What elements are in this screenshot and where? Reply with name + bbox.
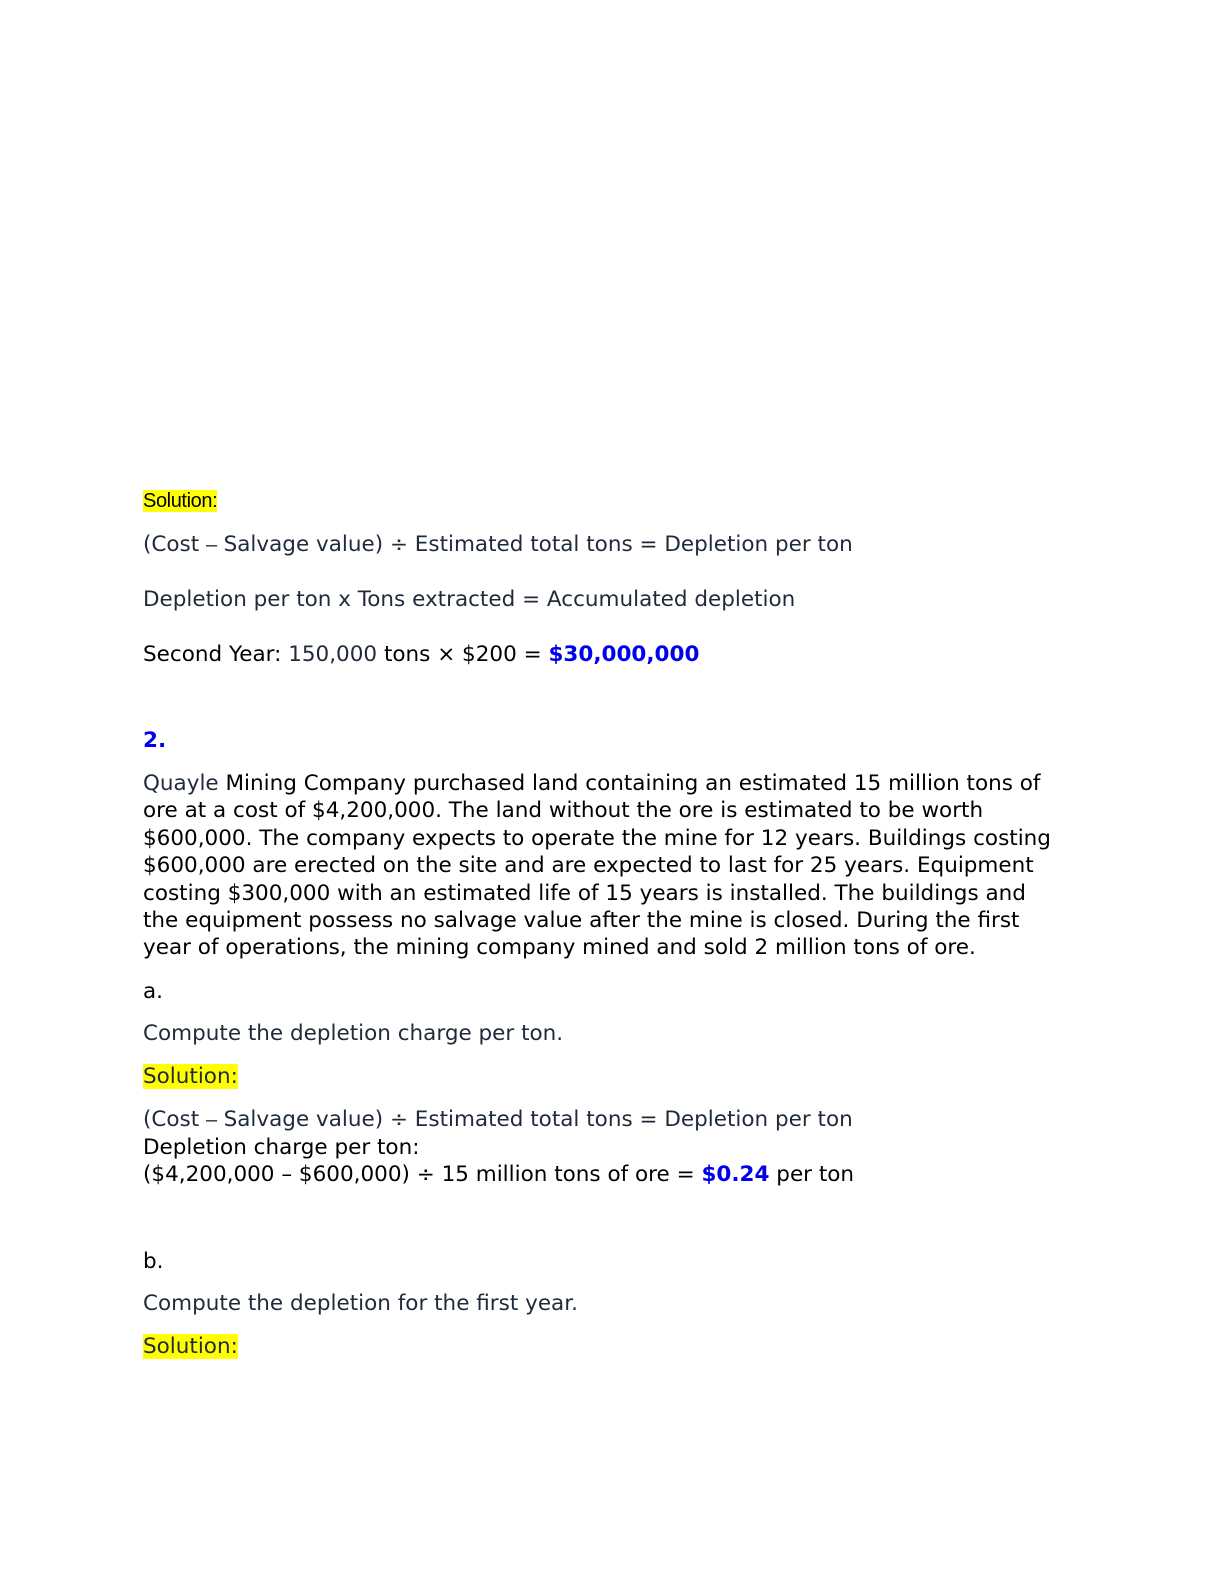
second-year-calculation: Second Year: 150,000 tons × $200 = $30,000,000: [143, 642, 700, 667]
accumulated-depletion-formula: Depletion per ton x Tons extracted = Accumulated depletion: [143, 587, 796, 612]
solution-label-1: Solution:: [143, 490, 218, 512]
problem-number: 2.: [143, 728, 167, 753]
depletion-formula-2: (Cost – Salvage value) ÷ Estimated total tons = Depletion per ton: [143, 1107, 853, 1132]
solution-label-2: Solution:: [143, 1064, 238, 1089]
part-b-question: Compute the depletion for the first year.: [143, 1291, 578, 1316]
depletion-charge-calculation: ($4,200,000 – $600,000) ÷ 15 million tons of ore = $0.24 per ton: [143, 1162, 855, 1187]
paragraph-line: the equipment possess no salvage value after the mine is closed. During the first: [143, 908, 1020, 934]
paragraph-line: ore at a cost of $4,200,000. The land without the ore is estimated to be worth: [143, 798, 984, 824]
part-a-question: Compute the depletion charge per ton.: [143, 1021, 564, 1046]
depletion-charge-label: Depletion charge per ton:: [143, 1135, 420, 1160]
paragraph-line: $600,000 are erected on the site and are expected to last for 25 years. Equipment: [143, 853, 1034, 879]
paragraph-line: costing $300,000 with an estimated life of 15 years is installed. The buildings and: [143, 880, 1026, 906]
paragraph-line: Quayle Mining Company purchased land containing an estimated 15 million tons of: [143, 771, 1041, 796]
problem-paragraph: [143, 770, 1083, 962]
paragraph-line: $600,000. The company expects to operate the mine for 12 years. Buildings costing: [143, 825, 1051, 851]
part-a-label: a.: [143, 979, 164, 1004]
part-b-label: b.: [143, 1249, 164, 1274]
solution-label-3: Solution:: [143, 1334, 238, 1359]
paragraph-line: year of operations, the mining company mined and sold 2 million tons of ore.: [143, 935, 976, 961]
depletion-formula-1: (Cost – Salvage value) ÷ Estimated total tons = Depletion per ton: [143, 532, 853, 557]
